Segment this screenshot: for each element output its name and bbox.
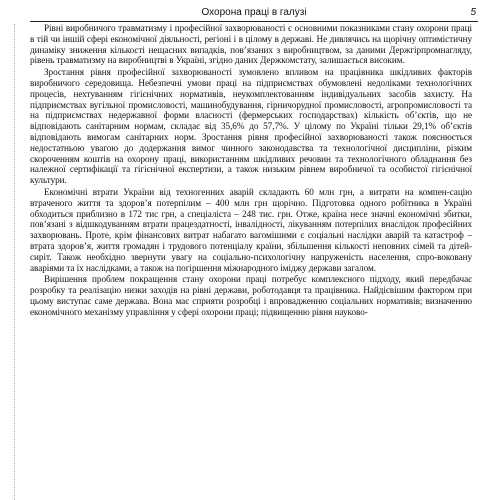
body-text	[30, 23, 472, 495]
paragraph-occupational-disease: Зростання рівня професійної захворюваності зумовлено впливом на працівника шкідливих факторів виробничого середовища. Небезпечні умови праці на підприємствах обумовлені недоліками технологічних процесів, нехтуванням гігієнічних нормативів, неукомплектованням індивідуальних засобів захисту. На підприємствах вугільної промисловості, машинобудування, гірничорудної промисловості, агропромисловості та на підприємствах недержавної форми власності (фермерських господарствах) кількість об’єктів, що не відповідають санітарним нормам, складає від 35,6% до 57,7%. У цілому по Україні тільки 29,1% об’єктів відповідають вимогам санітарних норм. Зростання рівня професійної захворюваності також пояснюється недостатньою увагою до додержання вимог чинного законодавства та технологічної дисципліни, різким скороченням коштів на охорону праці, використанням шкідливих речовин та технологічного обладнання без належної сертифікації та гігієнічної експертизи, а також низьким рівнем виробничої та особистої гігієнічної культури.	[30, 67, 472, 186]
paragraph-injury-rates: Рівні виробничого травматизму і професійної захворюваності є основними показниками стану охорони праці в тій чи іншій сфері економічної діяльності, регіоні і в цілому в державі. Не дивлячись на щорічну оптимістичну динаміку зниження кількості нещасних випадків, пов’язаних з виробництвом, за даними Держгірпромнагляду, рівень травматизму на виробництві в Україні, згідно даних Держкомстату, залишається високим.	[30, 23, 472, 66]
running-header	[30, 6, 478, 22]
paragraph-solutions: Вирішення проблем покращення стану охорони праці потребує комплексного підходу, який передбачає розробку та реалізацію низки заходів на рівні держави, роботодавця та працівника. Найдієвішим фактором при цьому виступає саме держава. Вона має сприяти розробці і впровадженню соціальних нормативів; визначенню економічного механізму управління у сфері охорони праці; підвищенню рівня науково-	[30, 274, 472, 317]
margin-guide	[14, 24, 16, 500]
paragraph-economic-losses: Економічні втрати України від техногенних аварій складають 60 млн грн, а витрати на компен-сацію втраченого життя та здоров’я потерпілим – 400 млн грн щорічно. Підготовка одного робітника в Україні обходиться приблизно в 172 тис грн, а спеціаліста – 248 тис. грн. Отже, країна несе значні економічні збитки, пов’язані з відшкодуванням втрати працездатності, інвалідності, лікуванням потерпілих внаслідок професійних захворювань. Проте, крім фінансових витрат набагато вагомішими є соціальні наслідки аварій та катастроф – втрата здоров’я, життя громадян і трудового потенціалу країни, збільшення кількості неповних сімей та дітей-сиріт. Також необхідно звернути увагу на соціально-психологічну напруженість населення, спро-воковану аваріями та їх наслідками, а також на погіршення міжнародного іміджу держави загалом.	[30, 186, 472, 273]
header-title: Охорона праці в галузі	[201, 7, 307, 18]
page-number: 5	[470, 7, 476, 18]
